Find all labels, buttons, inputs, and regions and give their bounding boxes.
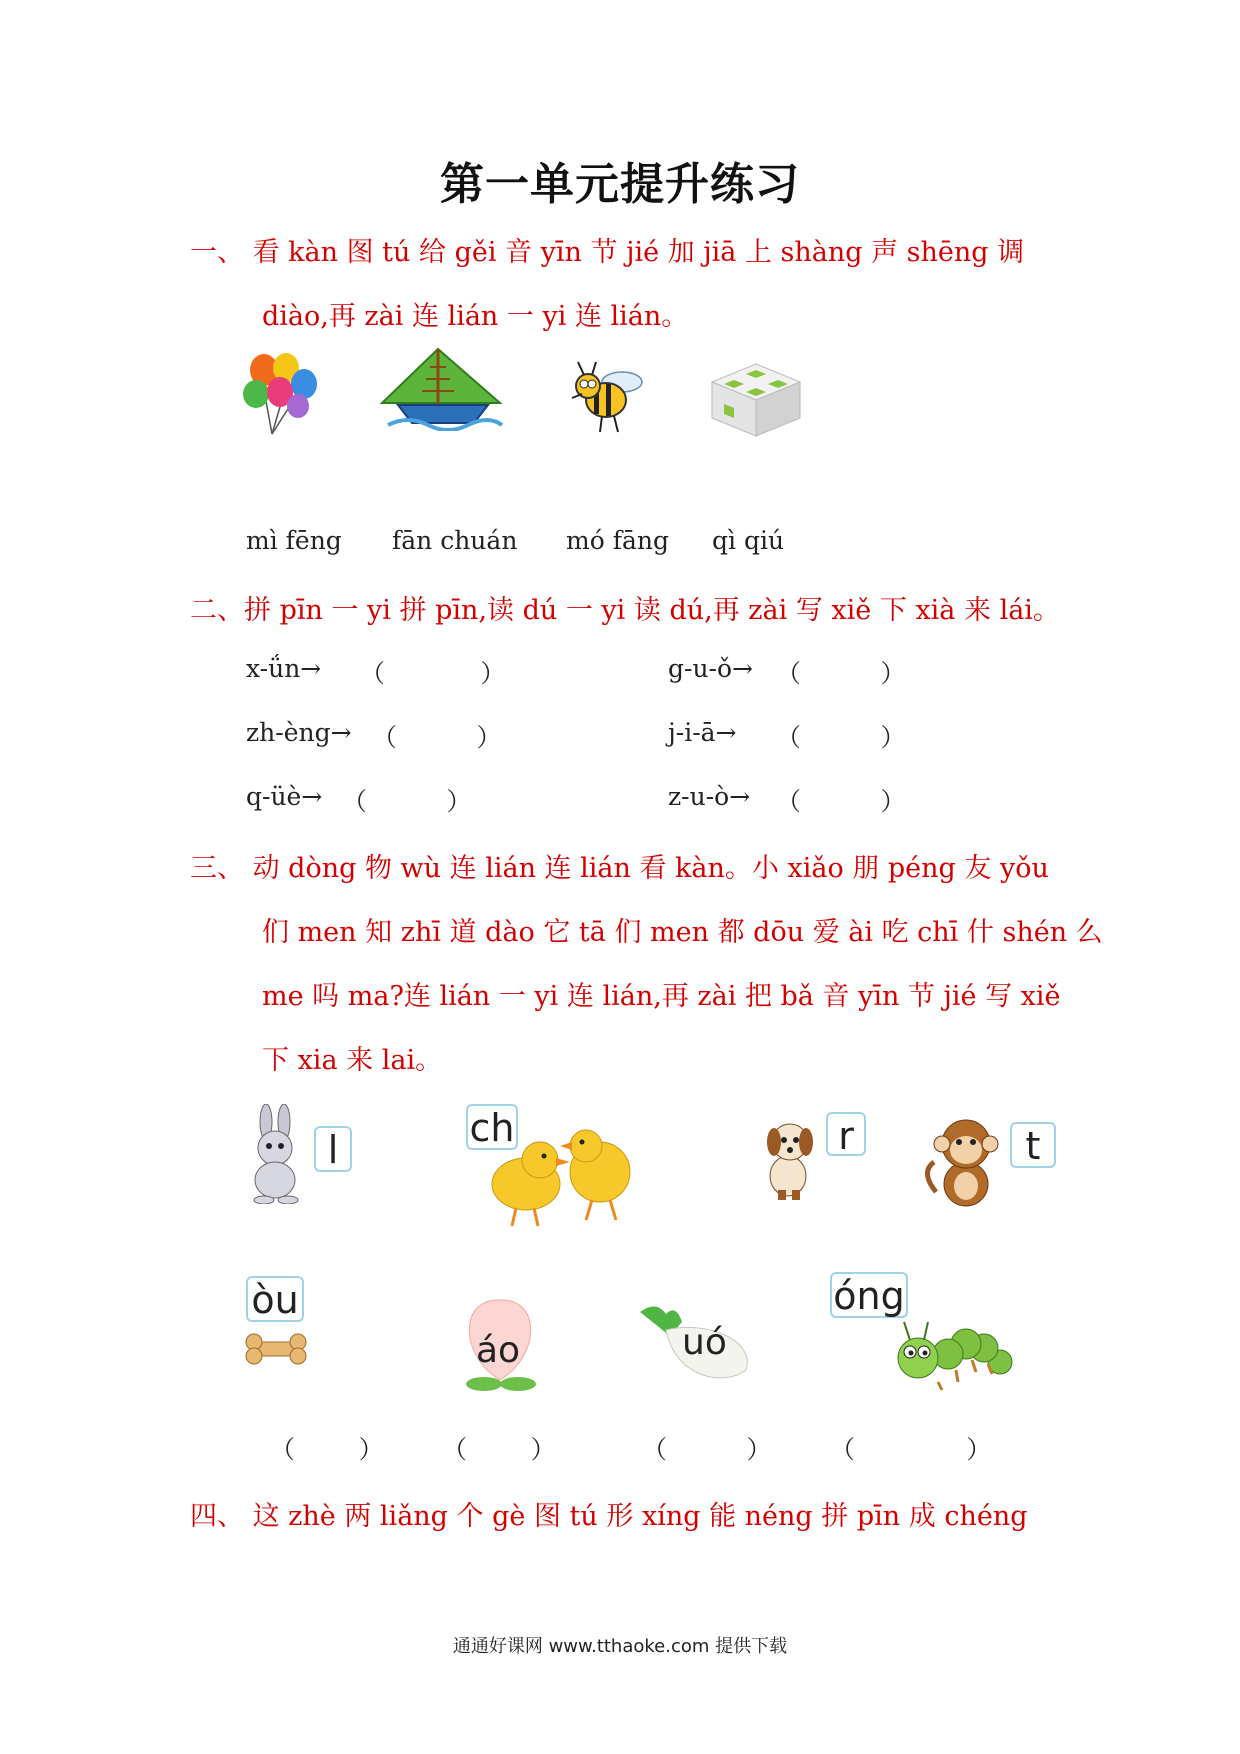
- answer-paren[interactable]: （ ）: [776, 723, 906, 752]
- q3-instruction-line1: 三、 动 dòng 物 wù 连 lián 连 lián 看 kàn。小 xiǎo 朋 péng 友 yǒu: [190, 853, 1049, 884]
- letter-bubble: ch: [466, 1104, 518, 1150]
- answer-paren[interactable]: （ ）: [372, 723, 502, 752]
- answer-paren[interactable]: （ ）: [776, 659, 906, 688]
- syllable-bubble: òu: [246, 1276, 304, 1322]
- monkey-icon: [924, 1112, 1006, 1212]
- page-title: 第一单元提升练习: [440, 159, 800, 210]
- answer-paren[interactable]: （ ）: [360, 659, 506, 688]
- footer-source: 通通好课网 www.tthaoke.com 提供下载: [452, 1636, 788, 1657]
- cube-icon: [710, 362, 802, 438]
- pinyin-word: mó fāng: [566, 526, 669, 555]
- answer-paren[interactable]: （ ）: [642, 1435, 772, 1464]
- syllable-label: uó: [682, 1322, 727, 1363]
- q4-instruction: 四、 这 zhè 两 liǎng 个 gè 图 tú 形 xíng 能 néng 拼 pīn 成 chéng: [190, 1501, 1028, 1532]
- pinyin-word: mì fēng: [246, 526, 342, 555]
- spelling-item: x-ǘn→: [246, 654, 322, 683]
- q2-instruction: 二、拼 pīn 一 yi 拼 pīn,读 dú 一 yi 读 dú,再 zài 写 xiě 下 xià 来 lái。: [190, 595, 1060, 626]
- q3-instruction-line3: me 吗 ma?连 lián 一 yi 连 lián,再 zài 把 bǎ 音 yīn 节 jié 写 xiě: [262, 981, 1061, 1012]
- caterpillar-icon: [888, 1310, 1014, 1394]
- answer-paren[interactable]: （ ）: [342, 787, 472, 816]
- answer-paren[interactable]: （ ）: [830, 1435, 992, 1464]
- answer-paren[interactable]: （ ）: [442, 1435, 556, 1464]
- spelling-item: zh-èng→: [246, 718, 352, 747]
- rabbit-icon: [244, 1104, 310, 1204]
- letter-bubble: l: [314, 1126, 352, 1172]
- bee-icon: [562, 358, 652, 438]
- q3-instruction-line2: 们 men 知 zhī 道 dào 它 tā 们 men 都 dōu 爱 ài 吃 chī 什 shén 么: [262, 917, 1103, 948]
- spelling-item: z-u-ò→: [668, 782, 751, 811]
- q1-instruction-line2: diào,再 zài 连 lián 一 yi 连 lián。: [262, 301, 689, 332]
- letter-bubble: r: [826, 1112, 866, 1156]
- dog-icon: [752, 1118, 822, 1202]
- answer-paren[interactable]: （ ）: [776, 787, 906, 816]
- chicks-icon: [476, 1116, 646, 1228]
- bone-icon: [244, 1330, 308, 1368]
- q1-instruction-line1: 一、 看 kàn 图 tú 给 gěi 音 yīn 节 jié 加 jiā 上 shàng 声 shēng 调: [190, 237, 1025, 268]
- balloons-icon: [242, 350, 322, 436]
- pinyin-word: qì qiú: [712, 526, 785, 555]
- syllable-bubble: óng: [830, 1272, 908, 1318]
- letter-bubble: t: [1010, 1122, 1056, 1168]
- sailboat-icon: [378, 345, 504, 431]
- spelling-item: j-i-ā→: [668, 718, 737, 747]
- pinyin-word: fān chuán: [392, 526, 518, 555]
- spelling-item: g-u-ǒ→: [668, 654, 753, 683]
- syllable-label: áo: [476, 1330, 521, 1371]
- answer-paren[interactable]: （ ）: [270, 1435, 384, 1464]
- spelling-item: q-üè→: [246, 782, 323, 811]
- q3-instruction-line4: 下 xia 来 lai。: [262, 1045, 443, 1076]
